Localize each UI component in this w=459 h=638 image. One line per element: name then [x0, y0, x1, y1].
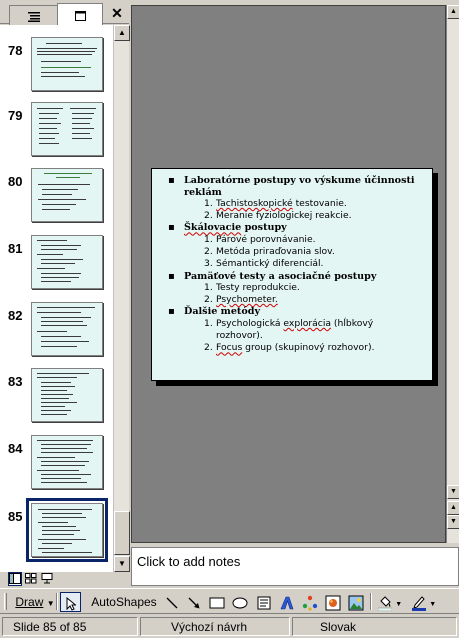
- list-item: 1. Párové porovnávanie.: [204, 233, 316, 245]
- outline-icon: [28, 12, 40, 22]
- numbered-list: [184, 234, 422, 271]
- slide-show-icon: [41, 573, 53, 584]
- arrow-down-icon: ▼: [118, 559, 126, 568]
- draw-label: Draw: [15, 595, 44, 609]
- pane-tabs: [0, 0, 129, 24]
- slide-thumbnail[interactable]: [31, 102, 103, 156]
- tab-slides[interactable]: [57, 3, 103, 25]
- numbered-list: [184, 282, 422, 306]
- thumbnail-row-83[interactable]: [0, 368, 113, 428]
- current-slide[interactable]: [151, 168, 433, 381]
- draw-menu-button[interactable]: [12, 592, 58, 612]
- bullet-section: [166, 306, 422, 354]
- notes-pane[interactable]: [131, 547, 459, 586]
- slide-number: 82: [8, 308, 23, 323]
- language-indicator[interactable]: Slovak: [292, 617, 457, 636]
- diagram-button[interactable]: [300, 592, 320, 612]
- slide-thumbnail-list: [0, 25, 113, 572]
- close-pane-button[interactable]: [109, 5, 125, 21]
- textbox-icon: [257, 596, 271, 610]
- section-title: Škálovacie postupy: [184, 222, 287, 234]
- scrollbar-thumb[interactable]: [114, 511, 130, 555]
- thumbnail-row-82[interactable]: [0, 302, 113, 362]
- slide-editing-area: [131, 5, 446, 543]
- scroll-up-button[interactable]: [447, 5, 459, 19]
- diagram-icon: [302, 595, 318, 611]
- bullet-section: [166, 271, 422, 307]
- thumbnail-row-78[interactable]: [0, 37, 113, 97]
- slide-number: 83: [8, 374, 23, 389]
- autoshapes-label: AutoShapes: [91, 595, 157, 609]
- slide-number: 79: [8, 108, 23, 123]
- dropdown-arrow-icon: ▼: [395, 601, 403, 608]
- separator: [56, 593, 58, 610]
- scroll-down-button[interactable]: [447, 485, 459, 499]
- clipart-button[interactable]: [323, 592, 343, 612]
- oval-icon: [232, 597, 248, 609]
- bullet-section: [166, 222, 422, 270]
- pen-icon: [412, 595, 426, 611]
- bullet-section: [166, 175, 422, 222]
- toolbar-grip[interactable]: [4, 593, 7, 610]
- list-item: 3. Sémantický diferenciál.: [204, 258, 324, 270]
- oval-tool-button[interactable]: [230, 592, 250, 612]
- select-objects-button[interactable]: [60, 592, 81, 612]
- slide-thumbnail[interactable]: [31, 302, 103, 356]
- textbox-tool-button[interactable]: [254, 592, 274, 612]
- arrow-icon: [187, 596, 201, 610]
- close-icon: ✕: [111, 5, 123, 21]
- slide-scrollbar[interactable]: [446, 5, 459, 543]
- rectangle-icon: [209, 597, 225, 609]
- thumbnail-scrollbar[interactable]: [113, 25, 129, 572]
- numbered-list: [184, 318, 422, 355]
- list-item: 2. Metóda priraďovania slov.: [204, 246, 335, 258]
- status-bar: [0, 613, 459, 638]
- slide-number: 84: [8, 441, 23, 456]
- tab-outline[interactable]: [9, 5, 59, 25]
- list-item: 2. Psychometer.: [204, 294, 278, 306]
- slide-thumbnail[interactable]: [31, 235, 103, 289]
- slide-sorter-icon: [25, 573, 37, 584]
- line-tool-button[interactable]: [162, 592, 182, 612]
- rectangle-tool-button[interactable]: [207, 592, 227, 612]
- scroll-down-button[interactable]: [114, 556, 130, 572]
- paint-bucket-icon: [378, 595, 392, 611]
- slide-number: 78: [8, 43, 23, 58]
- section-title: Ďalšie metódy: [184, 306, 261, 318]
- clipart-icon: [325, 595, 341, 611]
- double-arrow-down-icon: ▼: [450, 518, 457, 525]
- section-title: Laboratórne postupy vo výskume účinnosti reklám: [184, 175, 415, 198]
- normal-view-icon: [9, 573, 21, 584]
- list-item: 1. Testy reprodukcie.: [204, 282, 300, 294]
- arrow-tool-button[interactable]: [184, 592, 204, 612]
- slide-number: 80: [8, 174, 23, 189]
- slide-thumbnail[interactable]: [31, 168, 103, 222]
- picture-icon: [348, 595, 364, 611]
- numbered-list: [184, 198, 422, 222]
- fill-color-button[interactable]: [374, 592, 406, 612]
- slide-bullet-list[interactable]: [166, 175, 422, 355]
- double-arrow-up-icon: ▲: [450, 504, 457, 511]
- pointer-arrow-icon: [66, 597, 76, 611]
- line-icon: [165, 596, 179, 610]
- next-slide-button[interactable]: [447, 515, 459, 529]
- list-item: 2. Focus group (skupinový rozhovor).: [204, 342, 375, 354]
- slide-thumbnail[interactable]: [31, 435, 103, 489]
- slide-number: 81: [8, 241, 23, 256]
- dropdown-arrow-icon: ▼: [429, 601, 437, 608]
- line-color-button[interactable]: [408, 592, 440, 612]
- insert-picture-button[interactable]: [346, 592, 366, 612]
- list-item: 1. Tachistoskopické testovanie.: [204, 198, 347, 209]
- scroll-up-button[interactable]: [114, 25, 130, 41]
- slide-position-indicator: Slide 85 of 85: [2, 617, 138, 636]
- arrow-up-icon: ▲: [450, 8, 457, 15]
- list-item: 1. Psychologická explorácia (hĺbkový rozhovor).: [204, 317, 374, 342]
- wordart-button[interactable]: [277, 592, 297, 612]
- previous-slide-button[interactable]: [447, 501, 459, 515]
- section-title: Pamäťové testy a asociačné postupy: [184, 270, 377, 282]
- slide-number: 85: [8, 509, 23, 524]
- list-item: 2. Meranie fyziologickej reakcie.: [204, 210, 352, 222]
- wordart-icon: [279, 595, 295, 611]
- slides-icon: [75, 11, 86, 21]
- thumbnail-row-81[interactable]: [0, 235, 113, 295]
- slide-thumbnail[interactable]: [31, 368, 103, 422]
- slide-sorter-view-button[interactable]: [24, 572, 38, 586]
- arrow-down-icon: ▼: [450, 488, 457, 495]
- thumbnail-row-79[interactable]: [0, 102, 113, 162]
- slide-show-button[interactable]: [40, 572, 54, 586]
- slide-thumbnail[interactable]: [31, 37, 103, 91]
- notes-placeholder[interactable]: Click to add notes: [137, 554, 241, 569]
- autoshapes-menu-button[interactable]: [88, 592, 160, 612]
- separator: [370, 593, 372, 610]
- slide-thumbnail-selected[interactable]: [31, 503, 103, 557]
- thumbnail-row-85[interactable]: [0, 503, 113, 563]
- drawing-toolbar: [0, 588, 459, 613]
- dropdown-arrow-icon: ▼: [46, 599, 55, 608]
- thumbnail-row-80[interactable]: [0, 168, 113, 228]
- normal-view-button[interactable]: [8, 572, 22, 586]
- thumbnail-row-84[interactable]: [0, 435, 113, 495]
- slides-pane: [0, 0, 129, 572]
- arrow-up-icon: ▲: [118, 28, 126, 37]
- design-template-indicator[interactable]: Výchozí návrh: [140, 617, 290, 636]
